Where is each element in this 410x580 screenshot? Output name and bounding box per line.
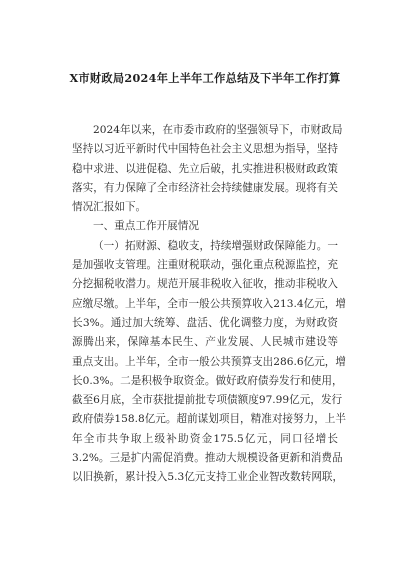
paragraph-line: 落实，有力保障了全市经济社会持续健康发展。现将有关 <box>72 181 338 194</box>
paragraph-line: 应缴尽缴。上半年，全市一般公共预算收入213.4亿元，增 <box>72 297 346 310</box>
document-body <box>72 121 346 488</box>
paragraph-line: 重点支出。上半年，全市一般公共预算支出286.6亿元，增 <box>72 355 346 368</box>
paragraph-line: 稳中求进、以进促稳、先立后破，扎实推进积极财政政策 <box>72 162 338 175</box>
paragraph-line: 政府债券158.8亿元。超前谋划项目，精准对接努力，上半 <box>72 413 346 426</box>
paragraph-line: 长0.3%。二是积极争取资金。做好政府债券发行和使用， <box>72 374 343 387</box>
paragraph-line: 情况汇报如下。 <box>72 201 147 214</box>
paragraph-line: 坚持以习近平新时代中国特色社会主义思想为指导，坚持 <box>72 143 338 156</box>
paragraph-line: 以旧换新，累计投入5.3亿元支持工业企业智改数转网联， <box>72 471 344 484</box>
paragraph-line: 2024年以来，在市委市政府的坚强领导下，市财政局 <box>93 124 343 136</box>
paragraph-line: 3.2%。三是扩内需促消费。推动大规模设备更新和消费品 <box>72 452 343 465</box>
paragraph-line: 截至6月底，全市获批提前批专项债额度97.99亿元，发行 <box>72 394 343 407</box>
document-title: X市财政局2024年上半年工作总结及下半年工作打算 <box>69 71 341 85</box>
paragraph-line: 年全市共争取上级补助资金175.5亿元，同口径增长 <box>72 432 338 445</box>
paragraph-line: （一）拓财源、稳收支，持续增强财政保障能力。一 <box>93 239 338 252</box>
paragraph-line: 源腾出来，保障基本民生、产业发展、人民城市建设等 <box>72 336 338 349</box>
paragraph-line: 长3%。通过加大统筹、盘活、优化调整力度，为财政资 <box>72 316 338 329</box>
section-heading: 一、重点工作开展情况 <box>93 220 199 233</box>
paragraph-line: 是加强收支管理。注重财税联动，强化重点税源监控，充 <box>72 259 338 272</box>
paragraph-line: 分挖掘税收潜力。规范开展非税收入征收，推动非税收入 <box>72 278 338 291</box>
